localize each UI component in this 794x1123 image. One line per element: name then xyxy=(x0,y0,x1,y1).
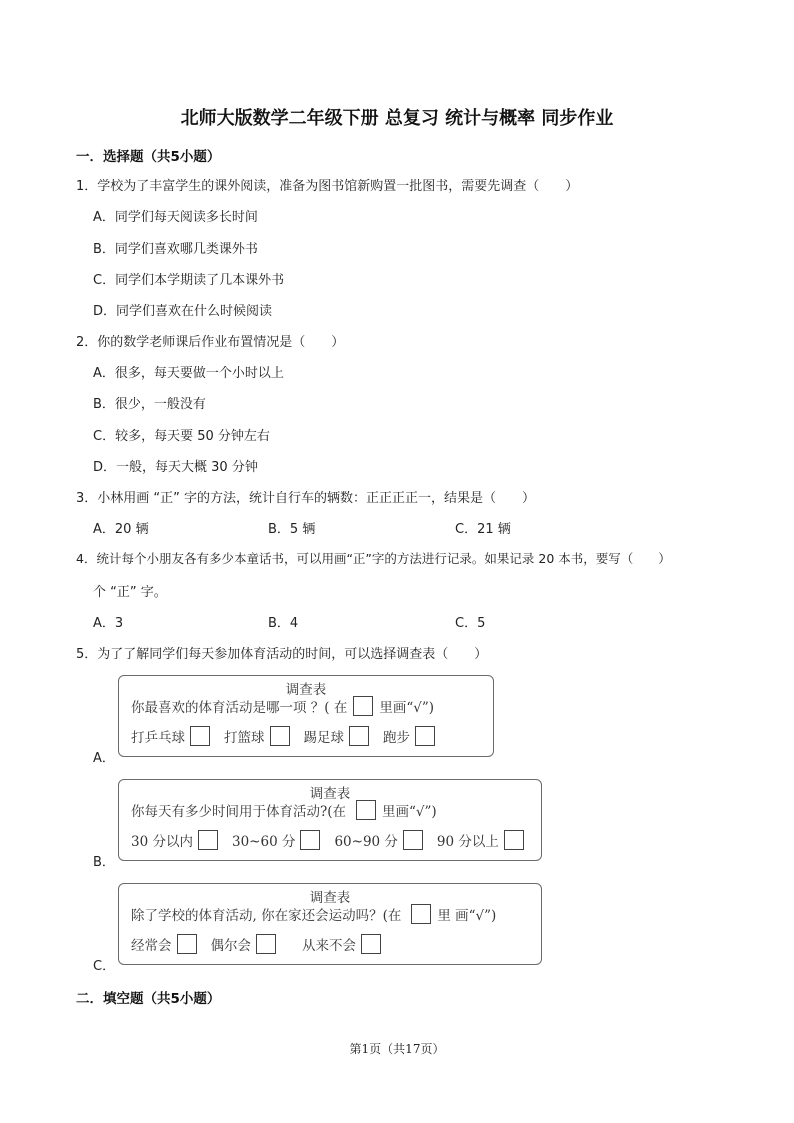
survey-a-checkbox-1 xyxy=(190,726,210,746)
survey-c-option-3: 从来不会 xyxy=(302,938,356,954)
question-1-option-c: C．同学们本学期读了几本课外书 xyxy=(93,273,285,288)
page-footer: 第1页（共17页） xyxy=(349,1042,445,1056)
question-2-option-b: B．很少，一般没有 xyxy=(93,397,206,412)
question-4-stem-continued: 个 “正” 字。 xyxy=(93,585,167,600)
survey-table-c xyxy=(118,883,542,965)
survey-a-label: A． xyxy=(93,751,115,766)
survey-b-option-4: 90 分以上 xyxy=(436,834,499,850)
survey-a-checkbox-4 xyxy=(415,726,435,746)
question-1-option-d: D．同学们喜欢在什么时候阅读 xyxy=(93,304,273,319)
question-1-option-a: A．同学们每天阅读多长时间 xyxy=(93,210,258,225)
survey-b-question-text: 你每天有多少时间用于体育活动?(在 xyxy=(131,804,347,820)
survey-a-option-4: 跑步 xyxy=(383,730,410,746)
survey-b-checkbox-4 xyxy=(504,830,524,850)
survey-c-checkbox-3 xyxy=(361,934,381,954)
question-3-option-b: B．5 辆 xyxy=(268,522,316,537)
survey-table-b xyxy=(118,779,542,861)
survey-a-question xyxy=(131,696,434,716)
survey-c-label: C． xyxy=(93,959,116,974)
survey-a-question-text: 你最喜欢的体育活动是哪一项 ？( 在 xyxy=(131,700,348,716)
question-1-stem: 1．学校为了丰富学生的课外阅读，准备为图书馆新购置一批图书，需要先调查（ ） xyxy=(76,179,579,194)
question-3-option-c: C．21 辆 xyxy=(455,522,511,537)
question-2-stem: 2．你的数学老师课后作业布置情况是（ ） xyxy=(76,335,345,350)
survey-b-question-text-end: 里画“√”) xyxy=(382,804,437,820)
survey-b-question xyxy=(131,800,437,820)
survey-b-checkbox-2 xyxy=(300,830,320,850)
survey-b-label: B． xyxy=(93,855,115,870)
survey-a-option-2: 打篮球 xyxy=(224,730,265,746)
question-4-stem: 4．统计每个小朋友各有多少本童话书，可以用画“正”字的方法进行记录。如果记录 20 本书，要写（ ） xyxy=(76,551,671,566)
survey-c-question-text-end: 里 画“√”) xyxy=(437,908,497,924)
survey-a-title: 调查表 xyxy=(285,682,327,698)
question-1-option-b: B．同学们喜欢哪几类课外书 xyxy=(93,242,258,257)
survey-c-checkbox-1 xyxy=(177,934,197,954)
question-4-option-a: A．3 xyxy=(93,616,124,631)
question-3-option-a: A．20 辆 xyxy=(93,522,149,537)
page-title: 北师大版数学二年级下册 总复习 统计与概率 同步作业 xyxy=(180,108,614,129)
survey-a-checkbox-2 xyxy=(270,726,290,746)
survey-b-option-2: 30~60 分 xyxy=(231,834,296,850)
question-2-option-c: C．较多，每天要 50 分钟左右 xyxy=(93,429,270,444)
question-5-stem: 5．为了了解同学们每天参加体育活动的时间，可以选择调查表（ ） xyxy=(76,647,488,662)
survey-c-checkbox-2 xyxy=(256,934,276,954)
survey-a-options xyxy=(131,726,449,746)
survey-b-checkbox-1 xyxy=(198,830,218,850)
survey-b-title: 调查表 xyxy=(309,786,351,802)
question-4-option-b: B．4 xyxy=(268,616,299,631)
question-3-stem: 3．小林用画 “正” 字的方法，统计自行车的辆数：正正正正一，结果是（ ） xyxy=(76,491,536,506)
survey-c-title: 调查表 xyxy=(309,890,351,906)
survey-a-question-text-end: 里画“√”) xyxy=(379,700,435,716)
survey-c-question-checkbox xyxy=(411,904,431,924)
survey-b-options xyxy=(131,830,524,850)
survey-b-checkbox-3 xyxy=(403,830,423,850)
survey-a-question-checkbox xyxy=(353,696,373,716)
survey-c-option-1: 经常会 xyxy=(131,938,172,954)
question-2-option-a: A．很多，每天要做一个小时以上 xyxy=(93,366,284,381)
question-4-option-c: C．5 xyxy=(455,616,486,631)
survey-b-option-1: 30 分以内 xyxy=(131,834,193,850)
survey-a-option-1: 打乒乓球 xyxy=(131,730,185,746)
survey-c-question xyxy=(131,904,496,924)
survey-a-option-3: 踢足球 xyxy=(303,730,344,746)
survey-c-option-2: 偶尔会 xyxy=(210,938,251,954)
section-heading-choice: 一．选择题（共5小题） xyxy=(76,149,221,165)
survey-c-question-text: 除了学校的体育活动, 你在家还会运动吗？(在 xyxy=(131,908,402,924)
survey-b-question-checkbox xyxy=(356,800,376,820)
survey-b-option-3: 60~90 分 xyxy=(334,834,398,850)
section-heading-fill-blank: 二．填空题（共5小题） xyxy=(76,991,221,1007)
survey-table-a xyxy=(118,675,494,757)
question-2-option-d: D．一般，每天大概 30 分钟 xyxy=(93,460,258,475)
survey-c-options xyxy=(131,934,395,954)
survey-a-checkbox-3 xyxy=(349,726,369,746)
